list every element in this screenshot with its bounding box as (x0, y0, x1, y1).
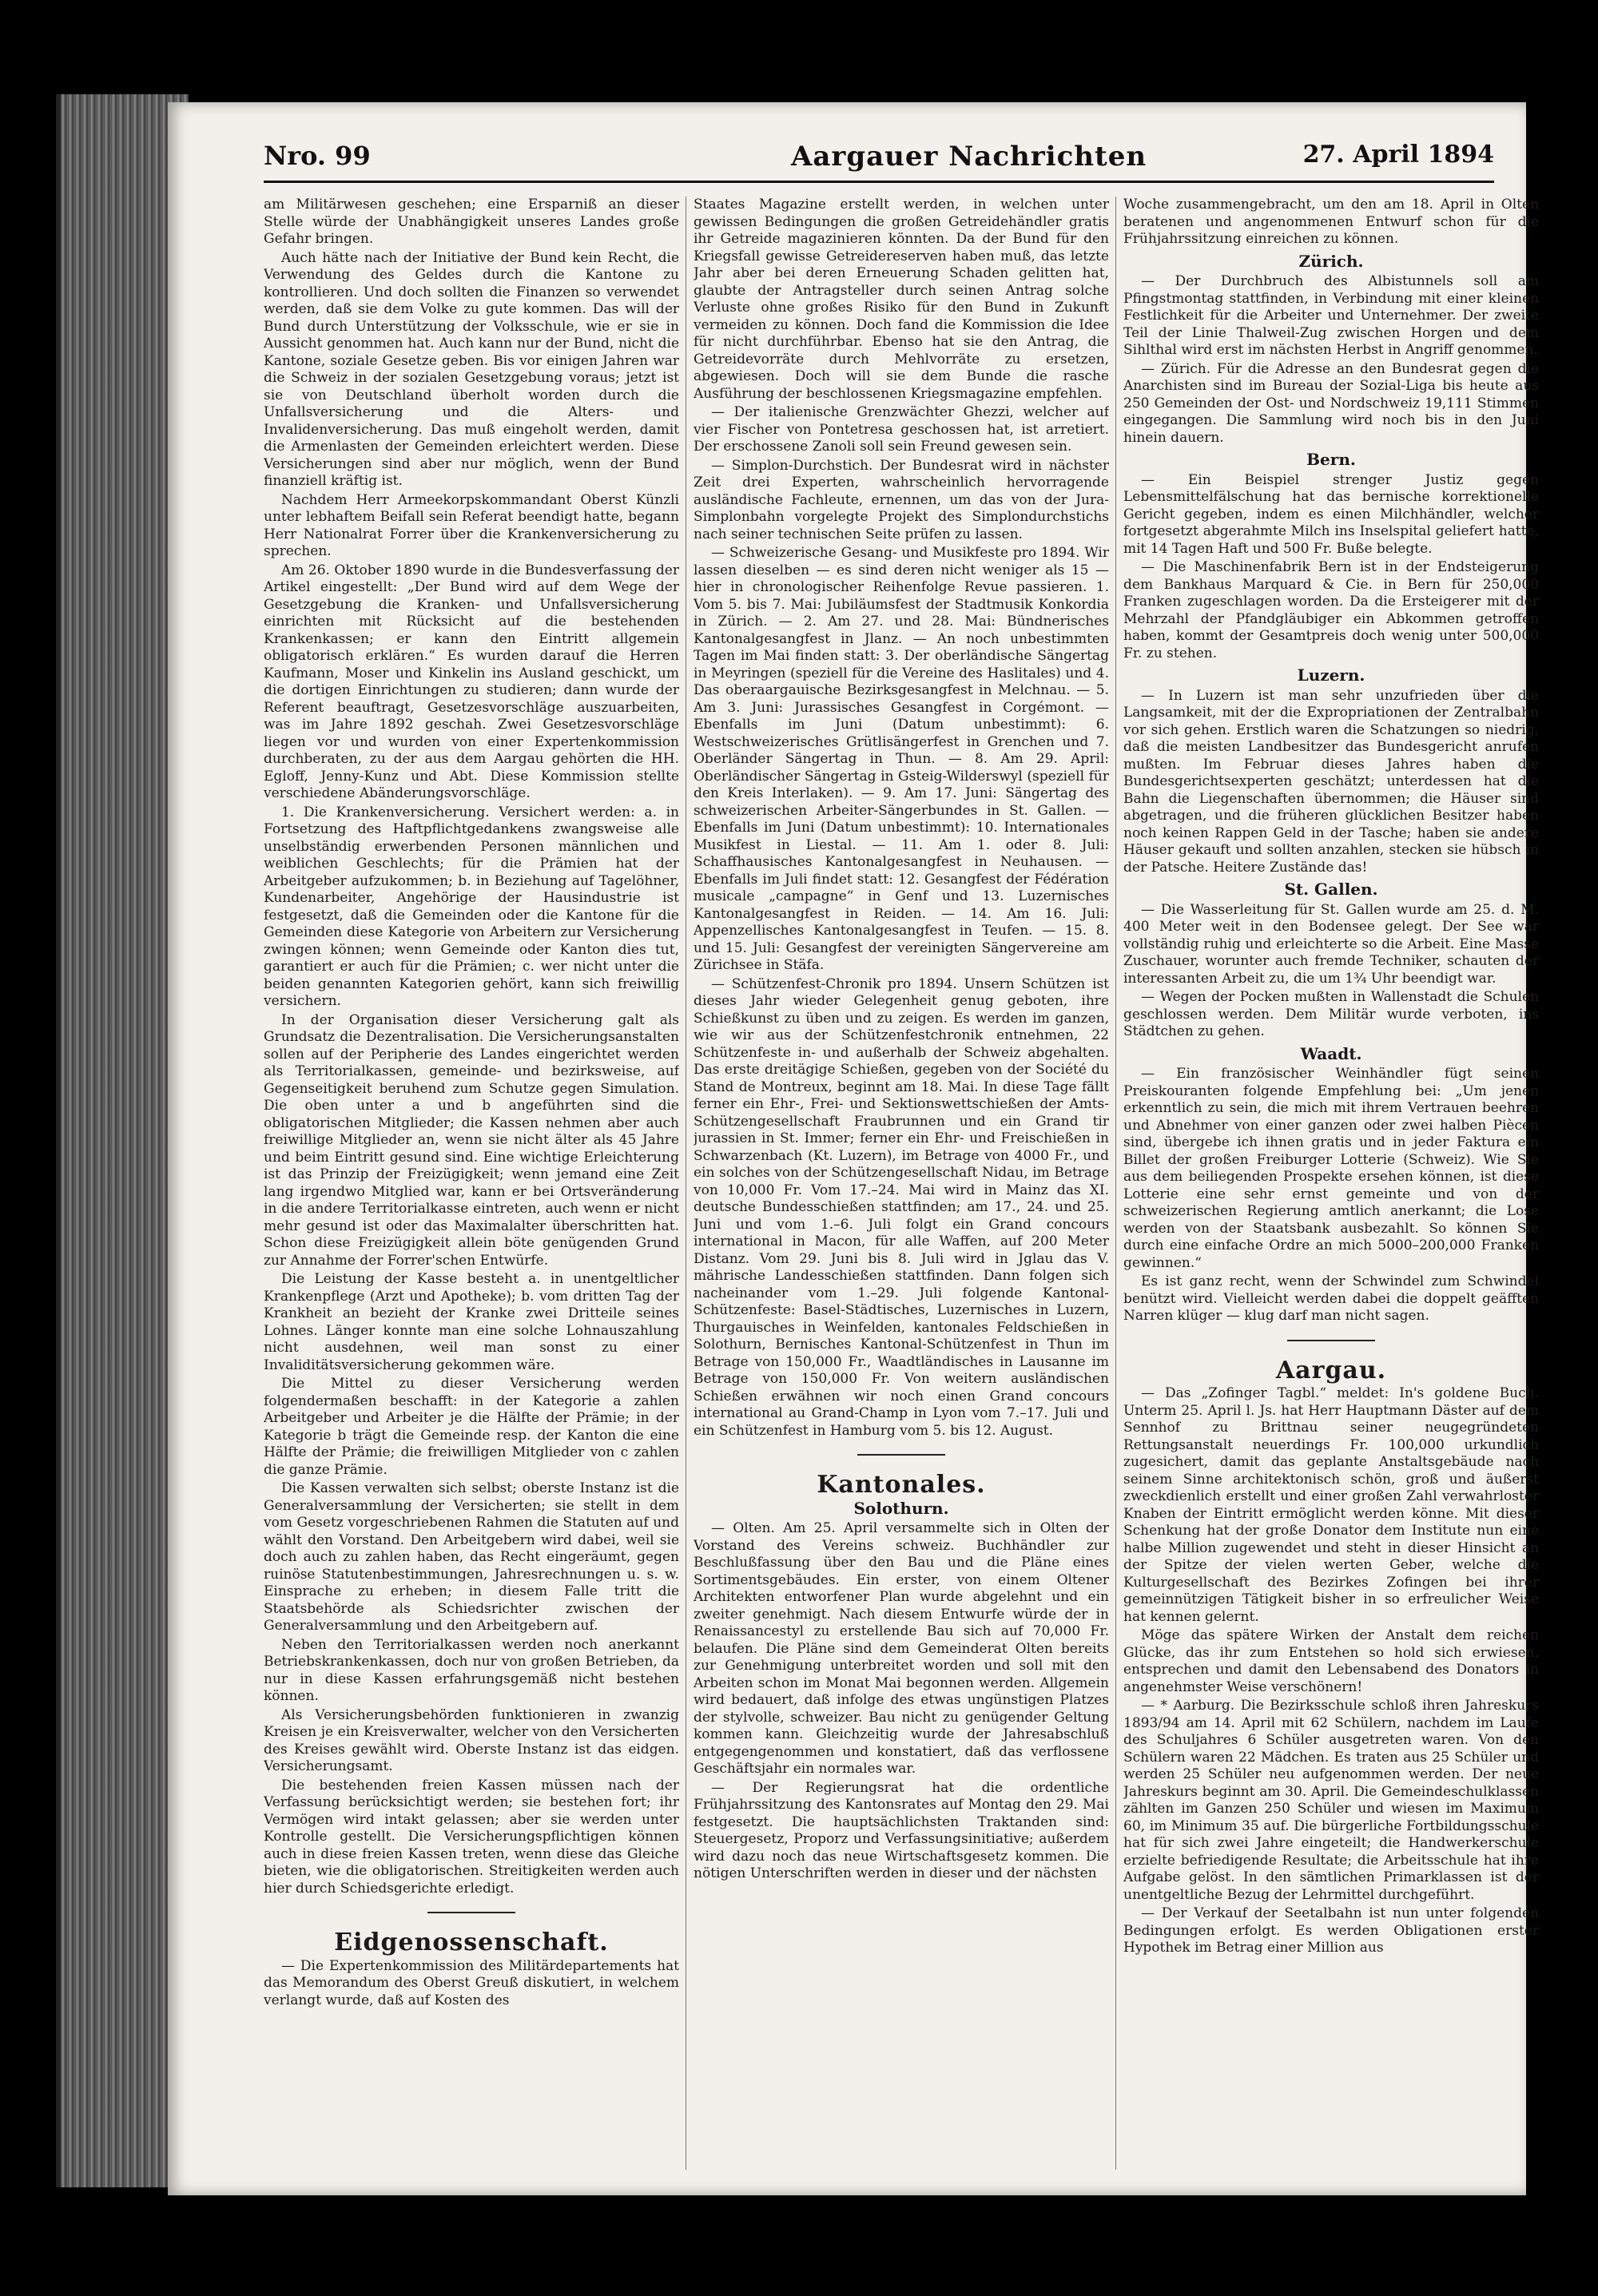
masthead (264, 141, 1494, 183)
paragraph: — Die Expertenkommission des Militärdepartements hat das Memorandum des Oberst Greuß diskutiert, in welchem verlangt wurde, daß auf Kosten des (264, 1957, 679, 2008)
paragraph: Nachdem Herr Armeekorpskommandant Oberst Künzli unter lebhaftem Beifall sein Referat beendigt hatte, begann Herr Nationalrat Forrer über die Krankenversicherung zu sprechen. (264, 491, 679, 559)
paragraph: — Ein französischer Weinhändler fügt seinen Preiskouranten folgende Empfehlung bei: „Um jenen erkenntlich zu sein, die mich mit ihrem Vertrauen beehren und Abnehmer von einer ganzen oder zwei halben Piècen sind, übergebe ich ihnen gratis und in jeder Faktura ein Billet der großen Freiburger Lotterie (Schweiz). Wie Sie aus dem beiliegenden Prospekte ersehen können, ist diese Lotterie eine sehr ernst gemeinte und von der schweizerischen Regierung amtlich anerkannt; die Lose werden von der Staatsbank ausbezahlt. So können Sie durch eine einfache Ordre an mich 5000–200,000 Franken gewinnen.“ (1123, 1066, 1539, 1271)
subheading-solothurn: Solothurn. (853, 1498, 949, 1518)
paragraph: Auch hätte nach der Initiative der Bund kein Recht, die Verwendung des Geldes durch die Kantone zu kontrollieren. Und doch sollten die Finanzen so verwendet werden, daß sie dem Volke zu gute kommen. Das will der Bund durch Unterstützung der Volksschule, wie er sie in Aussicht genommen hat. Auch kann nur der Bund, nicht die Kantone, soziale Gesetze geben. Bis vor einigen Jahren war die Schweiz in der sozialen Gesetzgebung voraus; jetzt ist sie von Deutschland überholt worden durch die Unfallsversicherung und die Alters- und Invalidenversicherung. Das muß eingeholt werden, damit die Armenlasten der Gemeinden erleichtert werden. Diese Versicherungen sind aber nur möglich, wenn der Bund finanziell kräftig ist. (264, 249, 679, 489)
column-3 (1123, 197, 1539, 2170)
paragraph: — Schützenfest-Chronik pro 1894. Unsern Schützen ist dieses Jahr wieder Gelegenheit genug geboten, ihre Schießkunst zu üben und zu zeigen. Es werden im ganzen, wie wir aus der Schützenfestchronik entnehmen, 22 Schützenfeste in- und außerhalb der Schweiz abgehalten. Das erste dreitägige Schießen, gegeben von der Société du Stand de Montreux, beginnt am 18. Mai. In diese Tage fällt ferner ein Ehr-, Frei- und Sektionswettschießen der Amts-Schützengesellschaft Fraubrunnen und ein Grand tir jurassien in St. Immer; ferner ein Ehr- und Freischießen in Schwarzenbach (Kt. Luzern), im Betrage von 4000 Fr., und ein solches von der Schützengesellschaft Nidau, im Betrage von 10,000 Fr. Vom 17.–24. Mai wird in Mainz das XI. deutsche Bundesschießen stattfinden; am 17., 24. und 25. Juni und vom 1.–6. Juli folgt ein Grand concours international in Macon, für alle Waffen, auf 200 Meter Distanz. Vom 29. Juni bis 8. Juli wird in Jglau das V. mährische Landesschießen stattfinden. Dann folgen sich nacheinander vom 1.–29. Juli folgende Kantonal-Schützenfeste: Basel-Städtisches, Luzernisches in Luzern, Thurgauisches in Weinfelden, kantonales Feldschießen in Solothurn, Bernisches Kantonal-Schützenfest in Thun im Betrage von 150,000 Fr., Waadtländisches in Lausanne im Betrage von 150,000 Fr. Von weitern ausländischen Schießen erwähnen wir noch einen Grand concours international au Grand-Champ in Lyon vom 7.–17. Juli und ein Schützenfest in Hamburg vom 5. bis 12. August. (694, 975, 1109, 1439)
subheading-luzern: Luzern. (1297, 665, 1365, 685)
section-heading-kantonales: Kantonales. (817, 1471, 986, 1499)
paragraph: — Schweizerische Gesang- und Musikfeste pro 1894. Wir lassen dieselben — es sind deren nicht weniger als 15 — hier in chronologischer Reihenfolge Revue passieren. 1. Vom 5. bis 7. Mai: Jubiläumsfest der Stadtmusik Konkordia in Zürich. — 2. Am 27. und 28. Mai: Bündnerisches Kantonalgesangfest in Jlanz. — An noch unbestimmten Tagen im Mai finden statt: 3. Der oberländische Sängertag in Meyringen (speziell für die Vereine des Haslitales) und 4. Das oberaargauische Bezirksgesangfest in Melchnau. — 5. Am 3. Juni: Jurassisches Gesangfest in Corgémont. — Ebenfalls im Juni (Datum unbestimmt): 6. Westschweizerisches Grütlisängerfest in Grenchen und 7. Oberländer Sängertag in Thun. — 8. Am 29. April: Oberländischer Sängertag in Gsteig-Wilderswyl (speziell für den Kreis Interlaken). — 9. Am 17. Juni: Sängertag des schweizerischen Arbeiter-Sängerbundes in St. Gallen. — Ebenfalls im Juni (Datum unbestimmt): 10. Internationales Musikfest in Liestal. — 11. Am 1. oder 8. Juli: Schaffhausisches Kantonalgesangfest in Neuhausen. — Ebenfalls im Juli findet statt: 12. Gesangfest der Fédération musicale „campagne“ in Genf und 13. Luzernisches Kantonalgesangfest in Reiden. — 14. Am 16. Juli: Appenzellisches Kantonalgesangfest in Teufen. — 15. 8. und 15. Juli: Gesangfest der vereinigten Sängervereine am Zürichsee in Stäfa. (694, 545, 1109, 973)
paragraph: — Die Maschinenfabrik Bern ist in der Endsteigerung dem Bankhaus Marquard & Cie. in Bern für 250,000 Franken zugeschlagen worden. Da die Ersteigerer mit der Mehrzahl der Pfandgläubiger ein Abkommen getroffen haben, kommt der Gesamtpreis doch wenig unter 500,000 Fr. zu stehen. (1123, 559, 1539, 661)
paragraph: — Das „Zofinger Tagbl.“ meldet: In's goldene Buch. Unterm 25. April l. Js. hat Herr Hauptmann Däster auf dem Sennhof zu Brittnau seiner neugegründeten Rettungsanstalt neuerdings Fr. 100,000 urkundlich zugesichert, damit das geplante Anstaltsgebäude nach seinem Sinne architektonisch schön, groß und äußerst zweckdienlich erstellt und einer großen Zahl verwahrloster Knaben der Eintritt ermöglicht werden könne. Mit dieser Schenkung hat der große Donator dem Institute nun eine halbe Million zugewendet und steht in dieser Hinsicht an der Spitze der vielen werten Geber, welche die Kulturgesellschaft des Bezirkes Zofingen bei ihrer gemeinnützigen Tätigkeit bisher in so erfreulicher Weise hat kennen gelernt. (1123, 1385, 1539, 1625)
column-divider (1115, 197, 1116, 2170)
paragraph: Als Versicherungsbehörden funktionieren in zwanzig Kreisen je ein Kreisverwalter, welcher von den Versicherten des Kreises gewählt wird. Oberste Instanz ist das eidgen. Versicherungsamt. (264, 1706, 679, 1774)
subheading-st-gallen: St. Gallen. (1284, 880, 1378, 899)
column-2 (694, 197, 1109, 2170)
paragraph: — Simplon-Durchstich. Der Bundesrat wird in nächster Zeit drei Experten, wahrscheinlich hervorragende ausländische Fachleute, ernennen, um das von der Jura-Simplonbahn vorgelegte Projekt des Simplondurchstichs nach seiner technischen Seite prüfen zu lassen. (694, 457, 1109, 542)
section-heading-eidgenossenschaft: Eidgenossenschaft. (334, 1929, 609, 1956)
paragraph: — Die Wasserleitung für St. Gallen wurde am 25. d. M. 400 Meter weit in den Bodensee gelegt. Der See war vollständig ruhig und erleichterte so die Arbeit. Eine Masse Zuschauer, worunter auch fremde Techniker, schauten der interessanten Arbeit zu, die um 1¾ Uhr beendigt war. (1123, 901, 1539, 987)
paragraph: — Der Durchbruch des Albistunnels soll am Pfingstmontag stattfinden, in Verbindung mit einer kleinen Festlichkeit für die Arbeiter und Unternehmer. Der zweite Teil der Linie Thalweil-Zug zwischen Horgen und dem Sihlthal wird erst im nächsten Herbst in Angriff genommen. (1123, 273, 1539, 358)
section-divider (427, 1912, 515, 1913)
paragraph: — Der italienische Grenzwächter Ghezzi, welcher auf vier Fischer von Pontetresa geschossen hat, ist arretiert. Der erschossene Zanoli soll sein Freund gewesen sein. (694, 404, 1109, 455)
newspaper-page (168, 102, 1539, 2195)
paragraph: Die Mittel zu dieser Versicherung werden folgendermaßen beschafft: in der Kategorie a zahlen Arbeitgeber und Arbeiter je die Hälfte der Prämie; in der Kategorie b trägt die Gemeinde resp. der Kanton die eine Hälfte der Prämie; die freiwilligen Mitglieder von c zahlen die ganze Prämie. (264, 1376, 679, 1478)
paragraph: — Wegen der Pocken mußten in Wallenstadt die Schulen geschlossen werden. Dem Militär wurde verboten, ins Städtchen zu gehen. (1123, 989, 1539, 1039)
paragraph: — Zürich. Für die Adresse an den Bundesrat gegen die Anarchisten sind im Bureau der Sozial-Liga bis heute aus 250 Gemeinden der Ost- und Nordschweiz 19,111 Stimmen eingegangen. Die Sammlung wird noch bis in den Juni hinein dauern. (1123, 360, 1539, 446)
paragraph: Es ist ganz recht, wenn der Schwindel zum Schwindel benützt wird. Vielleicht werden dabei die doppelt geäfften Narren klüger — klug darf man nicht sagen. (1123, 1273, 1539, 1324)
paragraph: 1. Die Krankenversicherung. Versichert werden: a. in Fortsetzung des Haftpflichtgedankens zwangsweise alle unselbständig erwerbenden Personen männlichen und weiblichen Geschlechts; für die Prämien hat der Arbeitgeber aufzukommen; b. in Beziehung auf Tagelöhner, Kundenarbeiter, Angehörige der Hausindustrie ist festgesetzt, daß die Gemeinden oder die Kantone für die Gemeinden diese Kategorie von Arbeitern zur Versicherung zwingen können; wenn Gemeinde oder Kanton dies tut, garantiert er auch für die Prämien; c. wer nicht unter die beiden genannten Kategorien gehört, kann sich freiwillig versichern. (264, 804, 679, 1009)
paragraph: Woche zusammengebracht, um den am 18. April in Olten beratenen und angenommenen Entwurf schon für die Frühjahrssitzung einreichen zu können. (1123, 197, 1539, 247)
paragraph: — * Aarburg. Die Bezirksschule schloß ihren Jahreskurs 1893/94 am 14. April mit 62 Schülern, nachdem im Laufe des Schuljahres 6 Schüler ausgetreten waren. Von den Schülern waren 22 Mädchen. Es traten aus 25 Schüler und werden 25 Schüler neu aufgenommen werden. Der neue Jahreskurs beginnt am 30. April. Die Gemeindeschulklassen zählten im Ganzen 250 Schüler und wiesen im Maximum 60, im Minimum 35 auf. Die bürgerliche Fortbildungsschule hat für sich zwei Jahre eingeteilt; die Handwerkerschule erzielte befriedigende Resultate; die Arbeitsschule hat ihre Aufgabe gelöst. In den sämtlichen Primarklassen ist der unentgeltliche Bezug der Lehrmittel durchgeführt. (1123, 1698, 1539, 1903)
paragraph: — Der Regierungsrat hat die ordentliche Frühjahrssitzung des Kantonsrates auf Montag den 29. Mai festgesetzt. Die hauptsächlichsten Traktanden sind: Steuergesetz, Proporz und Verfassungsinitiative; außerdem wird dazu noch das neue Wirtschaftsgesetz kommen. Die nötigen Unterschriften werden in dieser und der nächsten (694, 1779, 1109, 1881)
paragraph: Staates Magazine erstellt werden, in welchen unter gewissen Bedingungen die großen Getreidehändler gratis ihr Getreide magazinieren könnten. Da der Bund für den Kriegsfall gewisse Getreidereserven haben muß, das letzte Jahr aber bei deren Erneuerung Schaden gelitten hat, glaubte der Antragsteller durch seinen Antrag solche Verluste ohne großes Risiko für den Bund in Zukunft vermeiden zu können. Doch fand die Kommission die Idee für nicht durchführbar. Ebenso hat sie den Antrag, die Getreidevorräte durch Mehlvorräte zu ersetzen, abgewiesen. Doch will sie dem Bunde die rasche Ausführung der beschlossenen Kriegsmagazine empfehlen. (694, 197, 1109, 402)
section-divider (857, 1454, 945, 1456)
newspaper-title: Aargauer Nachrichten (791, 141, 1147, 173)
paragraph: Möge das spätere Wirken der Anstalt dem reichen Glücke, das ihr zum Entstehen so hold sich erwiesen, entsprechen und damit den Lebensabend des Donators in angenehmster Weise verschönern! (1123, 1627, 1539, 1695)
subheading-waadt: Waadt. (1300, 1043, 1362, 1063)
paragraph: Neben den Territorialkassen werden noch anerkannt Betriebskrankenkassen, doch nur von großen Betrieben, da nur in diese Kassen erfahrungsgemäß nicht bestehen können. (264, 1636, 679, 1704)
paragraph: am Militärwesen geschehen; eine Ersparniß an dieser Stelle würde der Unabhängigkeit unseres Landes große Gefahr bringen. (264, 197, 679, 247)
paragraph: — Ein Beispiel strenger Justiz gegen Lebensmittelfälschung hat das bernische korrektionelle Gericht gegeben, indem es einen Milchhändler, welcher fortgesetzt abgerahmte Milch ins Inselspital geliefert hatte, mit 14 Tagen Haft und 500 Fr. Buße belegte. (1123, 471, 1539, 557)
subheading-bern: Bern. (1306, 450, 1356, 469)
column-1 (264, 197, 679, 2170)
paragraph: Die Kassen verwalten sich selbst; oberste Instanz ist die Generalversammlung der Versicherten; sie stellt in dem vom Gesetz vorgeschriebenen Rahmen die Statuten auf und wählt den Vorstand. Den Arbeitgebern wird dabei, weil sie doch auch zu zahlen haben, das Recht eingeräumt, gegen ruinöse Statutenbestimmungen, Jahresrechnungen u. s. w. Einsprache zu erheben; in diesem Falle tritt die Staatsbehörde als Schiedsrichter zwischen der Generalversammlung und den Arbeitgebern auf. (264, 1480, 679, 1634)
paragraph: Die bestehenden freien Kassen müssen nach der Verfassung berücksichtigt werden; sie bestehen fort; ihr Vermögen wird intakt gelassen; aber sie werden unter Kontrolle gestellt. Die Versicherungspflichtigen können auch in diese freien Kassen treten, wenn diese das Gleiche bieten, wie die obligatorischen. Streitigkeiten werden auch hier durch Schiedsgerichte erledigt. (264, 1777, 679, 1897)
paragraph: — Der Verkauf der Seetalbahn ist nun unter folgenden Bedingungen erfolgt. Es werden Obligationen erster Hypothek im Betrag einer Million aus (1123, 1905, 1539, 1956)
paragraph: Am 26. Oktober 1890 wurde in die Bundesverfassung der Artikel eingestellt: „Der Bund wird auf dem Wege der Gesetzgebung die Kranken- und Unfallsversicherung einrichten mit Rücksicht auf die bestehenden Krankenkassen; er kann den Eintritt allgemein obligatorisch erklären.“ Es wurden darauf die Herren Kaufmann, Moser und Kinkelin ins Ausland geschickt, um die dortigen Einrichtungen zu studieren; dann wurde der Referent beauftragt, Gesetzesvorschläge auszuarbeiten, was im Jahre 1892 geschah. Zwei Gesetzesvorschläge liegen vor und wurden von einer Expertenkommission durchberaten, zu der aus dem Aargau gehörten die HH. Egloff, Jenny-Kunz und Abt. Diese Kommission stellte verschiedene Abänderungsvorschläge. (264, 562, 679, 801)
paragraph: In der Organisation dieser Versicherung galt als Grundsatz die Dezentralisation. Die Versicherungsanstalten sollen auf der Peripherie des Landes eingerichtet werden als Territorialkassen, gemeinde- und bezirksweise, auf Gegenseitigkeit beruhend zum Schutze gegen Simulation. Die oben unter a und b angeführten sind die obligatorischen Mitglieder; die Kassen nehmen aber auch freiwillige Mitglieder an, wenn sie nicht älter als 45 Jahre und beim Eintritt gesund sind. Eine wichtige Erleichterung ist das Prinzip der Freizügigkeit; wenn jemand eine Zeit lang irgendwo Mitglied war, kann er bei Ortsveränderung in die andere Territorialkasse eintreten, auch wenn er nicht mehr gesund ist oder das Maximalalter überschritten hat. Schon diese Freizügigkeit allein böte genügenden Grund zur Annahme der Forrer'schen Entwürfe. (264, 1011, 679, 1269)
paragraph: — In Luzern ist man sehr unzufrieden über die Langsamkeit, mit der die Expropriationen der Zentralbahn vor sich gehen. Erstlich waren die Schatzungen so niedrig, daß die meisten Landbesitzer das Bundesgericht anrufen mußten. Im Februar dieses Jahres haben die Bundesgerichtsexperten geschätzt; unterdessen hat die Bahn die Liegenschaften übernommen; die Häuser sind abgetragen, und die früheren glücklichen Besitzer haben noch keinen Rappen Geld in der Tasche; haben sie andere Häuser gekauft und sollten anzahlen, stecken sie hübsch in der Patsche. Heitere Zustände das! (1123, 687, 1539, 876)
issue-number: Nro. 99 (264, 141, 371, 171)
paragraph: — Olten. Am 25. April versammelte sich in Olten der Vorstand des Vereins schweiz. Buchhändler zur Beschlußfassung über den Bau und die Pläne eines Sortimentsgebäudes. Ein erster, von einem Oltener Architekten entworfener Plan wurde abgelehnt und ein zweiter genehmigt. Nach diesem Entwurfe würde der in Renaissancestyl zu erstellende Bau sich auf 70,000 Fr. belaufen. Die Pläne sind dem Gemeinderat Olten bereits zur Genehmigung unterbreitet worden und soll mit den Arbeiten schon im Monat Mai begonnen werden. Allgemein wird bedauert, daß infolge des etwas ungünstigen Platzes der stylvolle, schweizer. Bau nicht zu genügender Geltung kommen kann. Gleichzeitig wurde der Jahresabschluß entgegengenommen und konstatiert, daß das verflossene Geschäftsjahr ein normales war. (694, 1520, 1109, 1777)
paragraph: Die Leistung der Kasse besteht a. in unentgeltlicher Krankenpflege (Arzt und Apotheke); b. vom dritten Tag der Krankheit an bezieht der Kranke zwei Dritteile seines Lohnes. Länger konnte man eine solche Lohnauszahlung nicht ausdehnen, weil man sonst zu einer Invaliditätsversicherung gekommen wäre. (264, 1271, 679, 1373)
section-divider (1287, 1340, 1375, 1341)
subheading-zurich: Zürich. (1298, 251, 1364, 271)
issue-date: 27. April 1894 (1302, 141, 1494, 169)
section-heading-aargau: Aargau. (1275, 1356, 1387, 1384)
